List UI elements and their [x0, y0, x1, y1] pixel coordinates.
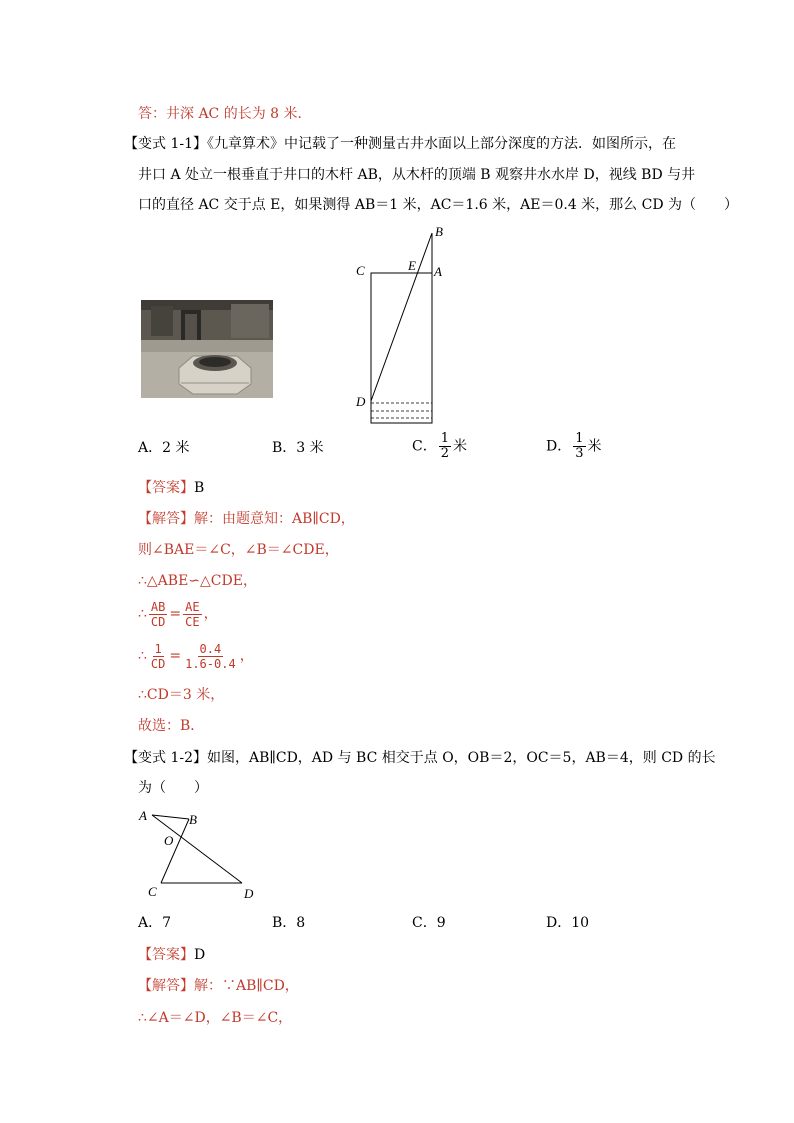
variant-1-2-question-line-2: 为（ ）: [138, 780, 208, 796]
label-d: D: [356, 394, 366, 409]
well-photo: [141, 300, 273, 398]
label-a2: A: [139, 808, 147, 823]
label-c: C: [356, 263, 365, 278]
option-c: C． $\frac{1}{2}$ 米: [412, 431, 467, 461]
fraction-ae-ce: $\frac{AE}{CE}$: [185, 599, 200, 629]
variant-1-1-answer: 【答案】B: [138, 480, 205, 496]
variant-1-1-solution-2: 则∠BAE＝∠C，∠B＝∠CDE，: [138, 542, 339, 558]
variant-1-1-solution-1: 【解答】解：由题意知：AB∥CD，: [138, 511, 355, 527]
variant-1-2-solution-2: ∴∠A＝∠D，∠B＝∠C，: [138, 1010, 293, 1026]
label-o: O: [164, 833, 174, 848]
variant-1-2-tag: 【变式 1-2】: [124, 750, 207, 766]
sight-line-bd: [371, 233, 432, 401]
fraction-ab-cd: $\frac{AB}{CD}$: [150, 599, 166, 629]
label-b2: B: [189, 812, 197, 827]
variant-1-1-solution-6: ∴CD＝3 米，: [138, 687, 225, 703]
variant-1-1-solution-7: 故选：B．: [138, 718, 205, 734]
option-b-2: B．8: [272, 915, 306, 931]
label-e: E: [408, 258, 416, 273]
variant-1-1-solution-4: ∴ $\frac{AB}{CD}$ = $\frac{AE}{CE}$ ，: [138, 599, 218, 629]
option-a: A．2 米: [138, 440, 190, 456]
option-b: B．3 米: [272, 440, 324, 456]
variant-1-1-question-line-2: 井口 A 处立一根垂直于井口的木杆 AB，从木杆的顶端 B 观察井水水岸 D，视线 BD 与井: [138, 167, 696, 183]
segment-ab: [152, 815, 189, 819]
variant-1-1-question-line-3: 口的直径 AC 交于点 E，如果测得 AB＝1 米，AC＝1.6 米，AE＝0.4 米，那么 CD 为（ ）: [138, 197, 739, 213]
previous-answer: 答：井深 AC 的长为 8 米．: [138, 106, 312, 122]
triangle-diagram: [134, 806, 264, 904]
label-a: A: [434, 264, 442, 279]
fraction-04-12: $\frac{0.4}{1.6-0.4}$: [185, 641, 236, 671]
variant-1-1-solution-3: ∴△ABE∽△CDE，: [138, 573, 257, 589]
variant-1-2-solution-1: 【解答】解：∵AB∥CD，: [138, 978, 299, 994]
label-c2: C: [148, 884, 157, 899]
variant-1-1-tag: 【变式 1-1】: [124, 136, 207, 152]
fraction-1-cd: $\frac{1}{CD}$: [150, 641, 166, 671]
label-b: B: [435, 225, 443, 239]
option-d-2: D．10: [546, 915, 590, 931]
well-diagram: [350, 225, 460, 430]
variant-1-1-solution-5: ∴ $\frac{1}{CD}$ = $\frac{0.4}{1.6-0.4}$ ，: [138, 641, 254, 671]
option-d: D． $\frac{1}{3}$ 米: [546, 431, 602, 461]
option-d-fraction: $\frac{1}{3}$: [575, 431, 584, 461]
segment-bc: [161, 819, 189, 883]
variant-1-2-question-line-1: 【变式 1-2】如图，AB∥CD，AD 与 BC 相交于点 O，OB＝2，OC＝5，AB＝4，则 CD 的长: [124, 750, 716, 766]
variant-1-2-answer: 【答案】D: [138, 947, 206, 963]
option-c-2: C．9: [412, 915, 446, 931]
option-c-fraction: $\frac{1}{2}$: [440, 431, 449, 461]
variant-1-1-question-line-1: 【变式 1-1】《九章算术》中记载了一种测量古井水面以上部分深度的方法．如图所示，在: [124, 136, 676, 152]
option-a-2: A．7: [138, 915, 172, 931]
label-d2: D: [244, 886, 254, 901]
well-photo-image: [141, 300, 273, 398]
well-shaft: [371, 273, 432, 423]
